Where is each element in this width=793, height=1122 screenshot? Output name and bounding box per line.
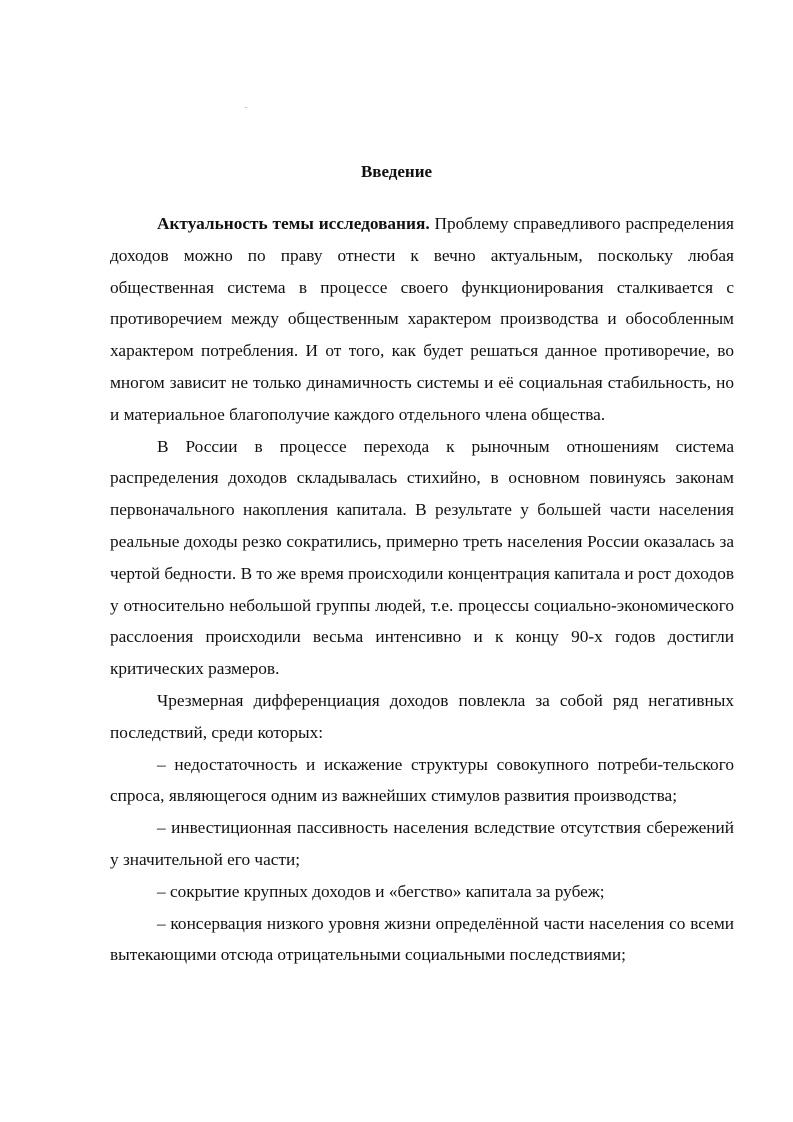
intro-paragraph [110, 208, 734, 431]
body-text [110, 208, 734, 971]
paragraph-differentiation: Чрезмерная дифференциация доходов повлекла за собой ряд негативных последствий, среди которых: [110, 690, 734, 742]
page-title: Введение [360, 162, 433, 181]
list-item-living-standard: – консервация низкого уровня жизни определённой части населения со всеми вытекающими отсюда отрицательными социальными последствиями; [110, 913, 734, 965]
list-item-capital-flight: – сокрытие крупных доходов и «бегство» капитала за рубеж; [157, 881, 605, 901]
scan-speck [245, 107, 247, 108]
intro-lead: Актуальность темы исследования. [157, 214, 430, 233]
intro-text: Проблему справедливого распределения доходов можно по праву отнести к вечно актуальным, поскольку любая общественная система в процессе своего функционирования сталкивается с противоречием между общественным характером производства и обособленным характером потребления. И от того, как будет решаться данное противоречие, во многом зависит не только динамичность системы и её социальная стабильность, но и материальное благополучие каждого отдельного члена общества. [110, 214, 735, 424]
list-item-demand: – недостаточность и искажение структуры совокупного потреби-тельского спроса, являющегося одним из важнейших стимулов развития производства; [110, 754, 734, 806]
list-item-investment: – инвестиционная пассивность населения вследствие отсутствия сбережений у значительной его части; [110, 818, 734, 869]
paragraph-russia: В России в процессе перехода к рыночным отношениям система распределения доходов складывалась стихийно, в основном повинуясь законам первоначального накопления капитала. В результате у большей части населения реальные доходы резко сократились, примерно треть населения России оказалась за чертой бедности. В то же время происходили концентрация капитала и рост доходов у относительно небольшой группы людей, т.е. процессы социально-экономического расслоения происходили весьма интенсивно и к концу 90-х годов достигли критических размеров. [110, 436, 734, 679]
